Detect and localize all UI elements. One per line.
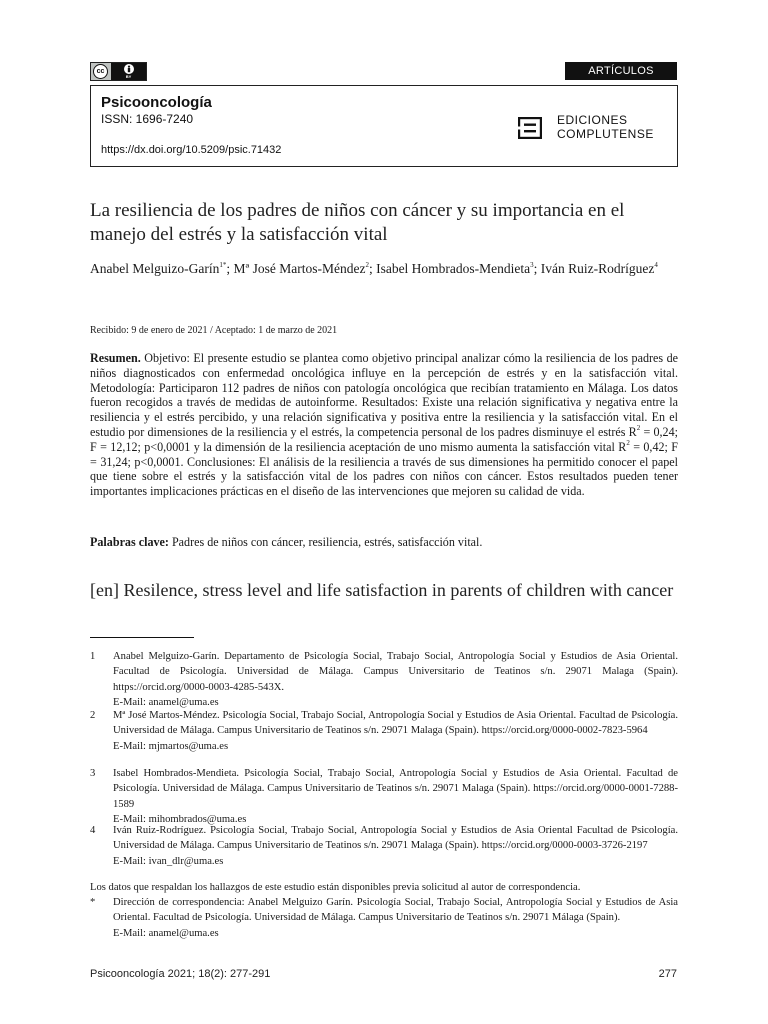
author-name: Mª José Martos-Méndez	[233, 261, 366, 276]
footnote-email: E-Mail: mihombrados@uma.es	[113, 814, 247, 826]
received-accepted-dates: Recibido: 9 de enero de 2021 / Aceptado: 1 de marzo de 2021	[90, 325, 338, 336]
abstract-text: = 0,42; F = 31,24; p<0,0001. Conclusiones: El análisis de la resiliencia a través de sus dimensiones ha permitido conocer el papel que tiene sobre el estrés y la satisfacción vital de los padres con niños con cáncer. Estos resultados pueden tener importantes implicaciones prácticas en el diseño de las intervenciones que mejoren su calidad de vida.	[90, 439, 678, 499]
page-number: 277	[658, 968, 677, 980]
footnote-text: Isabel Hombrados-Mendieta. Psicología Social, Trabajo Social, Antropología Social y Estudios de Asia Oriental. Facultad de Psicología. Universidad de Málaga. Campus Universitario de Teatinos s/n. 29071 Malaga (Spain). https://orcid.org/0000-0001-7288-1589	[113, 768, 678, 810]
correspondence-note	[90, 895, 678, 941]
footnote-1	[90, 649, 678, 711]
data-availability-note: Los datos que respaldan los hallazgos de este estudio están disponibles previa solicitud al autor de correspondencia.	[90, 882, 581, 893]
publisher-line-2: COMPLUTENSE	[557, 127, 654, 141]
author-separator: ;	[368, 261, 377, 276]
ediciones-complutense-logo-icon	[518, 117, 542, 139]
author-affiliation-mark: 2	[365, 261, 369, 269]
english-title: [en] Resilence, stress level and life satisfaction in parents of children with cancer	[90, 580, 674, 600]
journal-name: Psicooncología	[101, 94, 212, 111]
author-name: Iván Ruiz-Rodríguez	[540, 261, 655, 276]
footnote-number: 1	[90, 651, 96, 662]
journal-info-box	[90, 85, 678, 167]
correspondence-mark: *	[90, 897, 96, 908]
author-name: Anabel Melguizo-Garín	[90, 261, 220, 276]
article-title: La resiliencia de los padres de niños con cáncer y su importancia en el manejo del estrés y la satisfacción vital	[90, 200, 625, 245]
publisher-name	[557, 113, 654, 141]
footnote-email: E-Mail: anamel@uma.es	[113, 697, 219, 709]
correspondence-text: Dirección de correspondencia: Anabel Melguizo Garín. Psicología Social, Trabajo Social, Antropología Social y Estudios de Asia Oriental. Facultad de Psicología. Universidad de Málaga. Campus Universitario de Teatinos s/n. 29071 Málaga (Spain).	[113, 897, 678, 924]
footnote-text: Anabel Melguizo-Garín. Departamento de Psicología Social, Trabajo Social, Antropología Social y Estudios de Asia Oriental. Facultad de Psicología. Universidad de Málaga. Campus Universitario de Teatinos s/n. 29071 Malaga (Spain). https://orcid.org/0000-0003-4285-543X.	[113, 651, 678, 693]
footnote-number: 2	[90, 710, 96, 721]
section-label: ARTÍCULOS	[565, 62, 677, 80]
footnote-number: 3	[90, 768, 96, 779]
by-label: BY	[125, 74, 132, 79]
author-separator: ;	[533, 261, 541, 276]
publisher-line-1: EDICIONES	[557, 113, 628, 127]
author-name: Isabel Hombrados-Mendieta	[376, 261, 531, 276]
r-squared-mark: 2	[626, 438, 630, 447]
footnote-email: E-Mail: ivan_dlr@uma.es	[113, 855, 224, 867]
footnote-divider	[90, 637, 194, 638]
abstract-label: Resumen.	[90, 351, 141, 365]
abstract-text: = 0,24; F = 12,12; p<0,0001 y la dimensión de la resiliencia aceptación de uno mismo aumenta la satisfacción vital R	[90, 424, 678, 454]
author-affiliation-mark: 4	[654, 261, 658, 269]
footnote-email: E-Mail: mjmartos@uma.es	[113, 740, 229, 752]
creative-commons-icon: cc	[93, 64, 108, 79]
keywords-label: Palabras clave:	[90, 535, 169, 549]
author-list	[90, 259, 678, 278]
footnote-text: Iván Ruiz-Rodríguez. Psicología Social, Trabajo Social, Antropología Social y Estudios de Asia Oriental Facultad de Psicología. Universidad de Málaga. Campus Universitario de Teatinos s/n. 29071 Malaga (Spain). https://orcid.org/0000-0003-3726-2197	[113, 825, 678, 852]
journal-issn: ISSN: 1696-7240	[101, 112, 194, 126]
author-affiliation-mark: 1*	[219, 261, 227, 269]
keywords-text: Padres de niños con cáncer, resiliencia, estrés, satisfacción vital.	[168, 535, 483, 549]
cc-by-license-badge	[90, 62, 147, 81]
abstract	[90, 351, 678, 499]
footnote-2	[90, 708, 678, 754]
attribution-icon	[111, 63, 146, 80]
footnote-number: 4	[90, 825, 96, 836]
correspondence-email: E-Mail: anamel@uma.es	[113, 927, 219, 939]
footnote-4	[90, 823, 678, 869]
r-squared-mark: 2	[636, 423, 641, 432]
author-separator: ;	[226, 261, 234, 276]
footnote-text: Mª José Martos-Méndez. Psicología Social, Trabajo Social, Antropología Social y Estudios de Asia Oriental. Facultad de Psicología. Universidad de Málaga. Campus Universitario de Teatinos s/n. 29071 Malaga (Spain). https://orcid.org/0000-0002-7823-5964	[113, 710, 678, 737]
doi-link[interactable]: https://dx.doi.org/10.5209/psic.71432	[101, 144, 282, 156]
author-affiliation-mark: 3	[530, 261, 534, 269]
footnote-3	[90, 766, 678, 828]
footer-journal-reference: Psicooncología 2021; 18(2): 277-291	[90, 968, 271, 980]
abstract-text: Objetivo: El presente estudio se plantea como objetivo principal analizar cómo la resiliencia de los padres de niños diagnosticados con enfermedad oncológica influye en la percepción de estrés y en la satisfacción vital. Metodología: Participaron 112 padres de niños con patología oncológica que recibían tratamiento en Málaga. Los datos fueron recogidos a través de medidas de autoinforme. Resultados: Existe una relación significativa y negativa entre la resiliencia y el estrés percibido, y una relación significativa y positiva entre la resiliencia y la satisfacción vital. En el estudio por dimensiones de la resiliencia y el estrés, la competencia personal de los padres disminuye el estrés R	[90, 351, 678, 439]
keywords	[90, 535, 678, 550]
